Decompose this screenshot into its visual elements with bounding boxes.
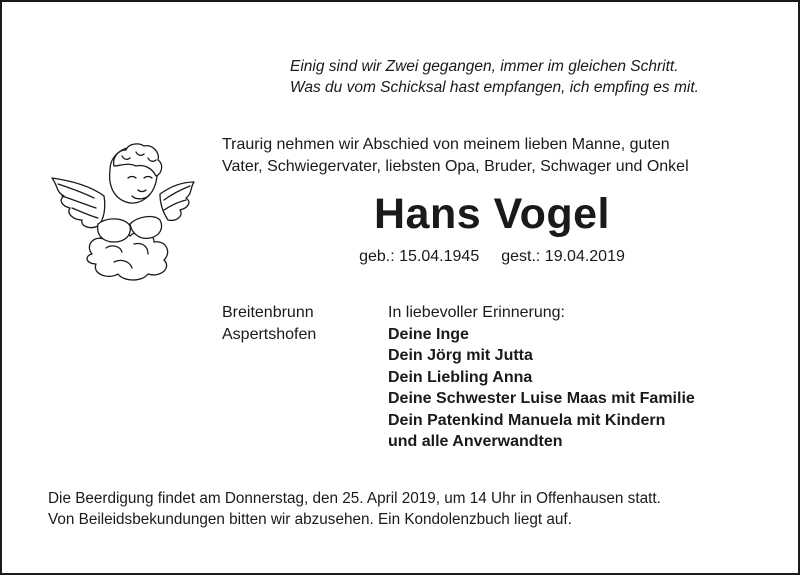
place-2: Aspertshofen <box>222 325 317 343</box>
places <box>222 302 316 345</box>
intro-line-2: Vater, Schwiegervater, liebsten Opa, Bruder, Schwager und Onkel <box>222 158 689 175</box>
intro-text <box>222 134 762 178</box>
mourner-2: Dein Jörg mit Jutta <box>388 347 533 364</box>
poem <box>290 56 780 98</box>
mourner-1: Deine Inge <box>388 325 469 343</box>
poem-line-1: Einig sind wir Zwei gegangen, immer im gleichen Schritt. <box>290 58 679 75</box>
mourner-3: Dein Liebling Anna <box>388 368 533 386</box>
poem-line-2: Was du vom Schicksal hast empfangen, ich empfing es mit. <box>290 79 699 96</box>
mourner-6: und alle Anverwandten <box>388 433 563 450</box>
funeral-info <box>48 488 768 530</box>
cherub-angel-icon <box>48 136 196 281</box>
place-1: Breitenbrunn <box>222 304 314 321</box>
intro-line-1: Traurig nehmen wir Abschied von meinem lieben Manne, guten <box>222 136 670 153</box>
mourner-4: Deine Schwester Luise Maas mit Familie <box>388 390 695 407</box>
life-dates <box>222 246 762 268</box>
mourner-5: Dein Patenkind Manuela mit Kindern <box>388 411 666 429</box>
footer-line-1: Die Beerdigung findet am Donnerstag, den 25. April 2019, um 14 Uhr in Offenhausen statt. <box>48 490 661 507</box>
death-date: gest.: 19.04.2019 <box>501 248 625 265</box>
birth-date: geb.: 15.04.1945 <box>359 248 480 265</box>
memory-heading: In liebevoller Erinnerung: <box>388 304 565 321</box>
mourners-list <box>388 302 695 453</box>
footer-line-2: Von Beileidsbekundungen bitten wir abzusehen. Ein Kondolenzbuch liegt auf. <box>48 511 572 528</box>
deceased-name: Hans Vogel <box>374 190 610 238</box>
